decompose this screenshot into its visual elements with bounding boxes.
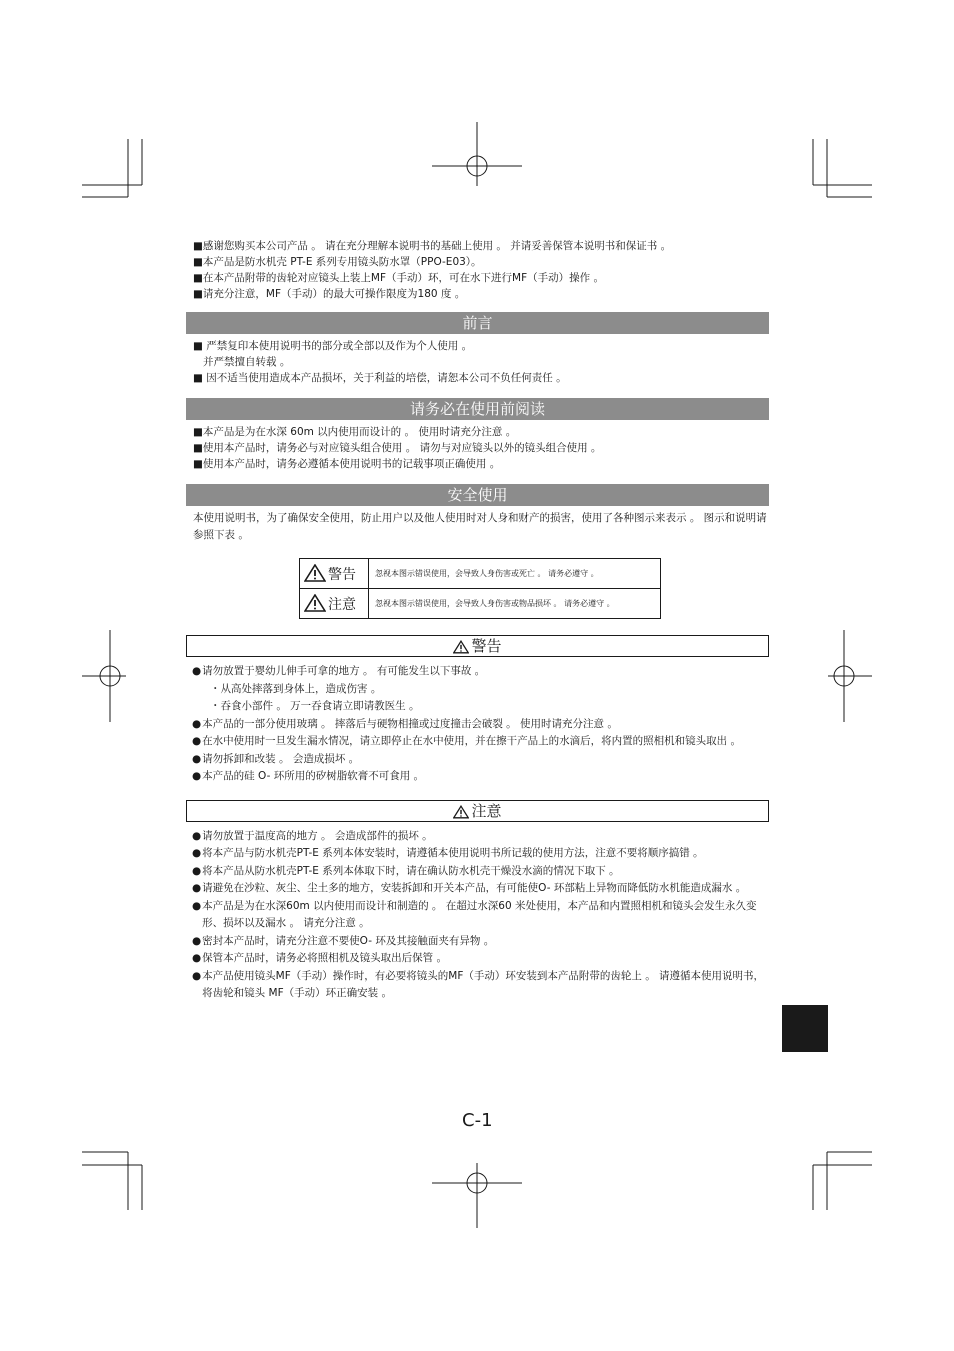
section-tab-marker [782,1005,828,1052]
list-subitem: ・吞食小部件 。 万一吞食请立即请教医生 。 [210,700,420,712]
caution-triangle-icon [453,805,469,819]
preface-line: ■ 因不适当使用造成本产品损坏，关于利益的培偿，请恕本公司不负任何责任 。 [193,372,567,384]
warning-triangle-icon [304,564,326,582]
read-first-line: ■使用本产品时，请务必遵循本使用说明书的记载事项正确使用 。 [193,458,501,470]
list-item: ● 保管本产品时，请务必将照相机及镜头取出后保管 。 [192,952,448,964]
intro-line: ■在本产品附带的齿轮对应镜头上装上MF（手动）环，可在水下进行MF（手动）操作 。 [193,272,604,284]
preface-section [186,338,769,386]
warning-heading [186,635,769,657]
preface-heading: 前言 [186,312,769,334]
safety-paragraph: 本使用说明书，为了确保安全使用，防止用户以及他人使用时对人身和财产的损害，使用了各种图示来表示 。 图示和说明请参照下表 。 [193,512,767,541]
page-number: C-1 [462,1110,493,1131]
symbol-description: 忽视本图示错误使用，会导致人身伤害或死亡 。 请务必遵守 。 [369,559,661,589]
symbol-label: 警告 [328,566,356,583]
symbol-row-caution [300,589,661,619]
intro-line: ■感谢您购买本公司产品 。 请在充分理解本说明书的基础上使用 。 并请妥善保管本说明书和保证书 。 [193,240,672,252]
list-item: ● 请勿拆卸和改装 。 会造成损坏 。 [192,752,360,765]
page-content [186,238,769,1003]
read-first-line: ■使用本产品时，请务必与对应镜头组合使用 。 请勿与对应镜头以外的镜头组合使用 。 [193,442,602,454]
preface-line: ■ 严禁复印本使用说明书的部分或全部以及作为个人使用 。 [193,340,473,352]
warning-title: 警告 [471,637,502,655]
warning-triangle-icon [453,640,469,654]
list-item: ● 本产品的硅 O- 环所用的矽树脂软膏不可食用 。 [192,770,425,782]
symbol-row-warning [300,559,661,589]
warning-list [186,663,769,786]
read-first-section [186,424,769,472]
caution-triangle-icon [304,594,326,612]
list-item: ● 密封本产品时，请充分注意不要使O- 环及其接触面夹有异物 。 [192,934,495,947]
list-item: ● 请勿放置于婴幼儿伸手可拿的地方 。 有可能发生以下事故 。 [192,665,486,677]
caution-title: 注意 [471,801,502,820]
read-first-heading: 请务必在使用前阅读 [186,398,769,420]
preface-line-cont: 并严禁擅自转载 。 [203,356,291,368]
intro-line: ■请充分注意，MF（手动）的最大可操作限度为180 度 。 [193,288,466,300]
intro-section [186,238,769,302]
caution-heading [186,800,769,822]
symbol-table [299,558,661,619]
list-item: ● 将本产品与防水机壳PT-E 系列本体安装时，请遵循本使用说明书所记载的使用方法，注意不要将顺序搞错 。 [192,847,704,859]
caution-list [186,828,769,1003]
list-item: ● 请避免在沙粒、灰尘、尘土多的地方，安装拆卸和开关本产品，有可能使O- 环部粘上异物而降低防水机能造成漏水 。 [192,882,747,894]
list-item: ● 本产品使用镜头MF（手动）操作时，有必要将镜头的MF（手动）环安装到本产品附带的齿轮上 。 请遵循本使用说明书，将齿轮和镜头 MF（手动）环正确安装 。 [192,969,765,999]
read-first-line: ■本产品是为在水深 60m 以内使用而设计的 。 使用时请充分注意 。 [193,426,517,438]
list-item: ● 本产品是为在水深60m 以内使用而设计和制造的 。 在超过水深60 米处使用，本产品和内置照相机和镜头会发生永久变形、损坏以及漏水 。 请充分注意 。 [192,899,757,929]
list-subitem: ・从高处摔落到身体上，造成伤害 。 [210,682,382,695]
list-item: ● 请勿放置于温度高的地方 。 会造成部件的损坏 。 [192,829,433,842]
safety-heading: 安全使用 [186,484,769,506]
list-item: ● 将本产品从防水机壳PT-E 系列本体取下时，请在确认防水机壳干燥没水滴的情况下取下 。 [192,864,620,877]
symbol-label: 注意 [328,596,356,613]
list-item: ● 在水中使用时一旦发生漏水情况，请立即停止在水中使用，并在擦干产品上的水滴后，将内置的照相机和镜头取出 。 [192,735,742,747]
intro-line: ■本产品是防水机壳 PT-E 系列专用镜头防水罩（PPO-E03）。 [193,256,482,268]
symbol-description: 忽视本图示错误使用，会导致人身伤害或物品损坏 。 请务必遵守 。 [369,589,661,619]
list-item: ● 本产品的一部分使用玻璃 。 摔落后与硬物相撞或过度撞击会破裂 。 使用时请充分注意 。 [192,717,618,730]
